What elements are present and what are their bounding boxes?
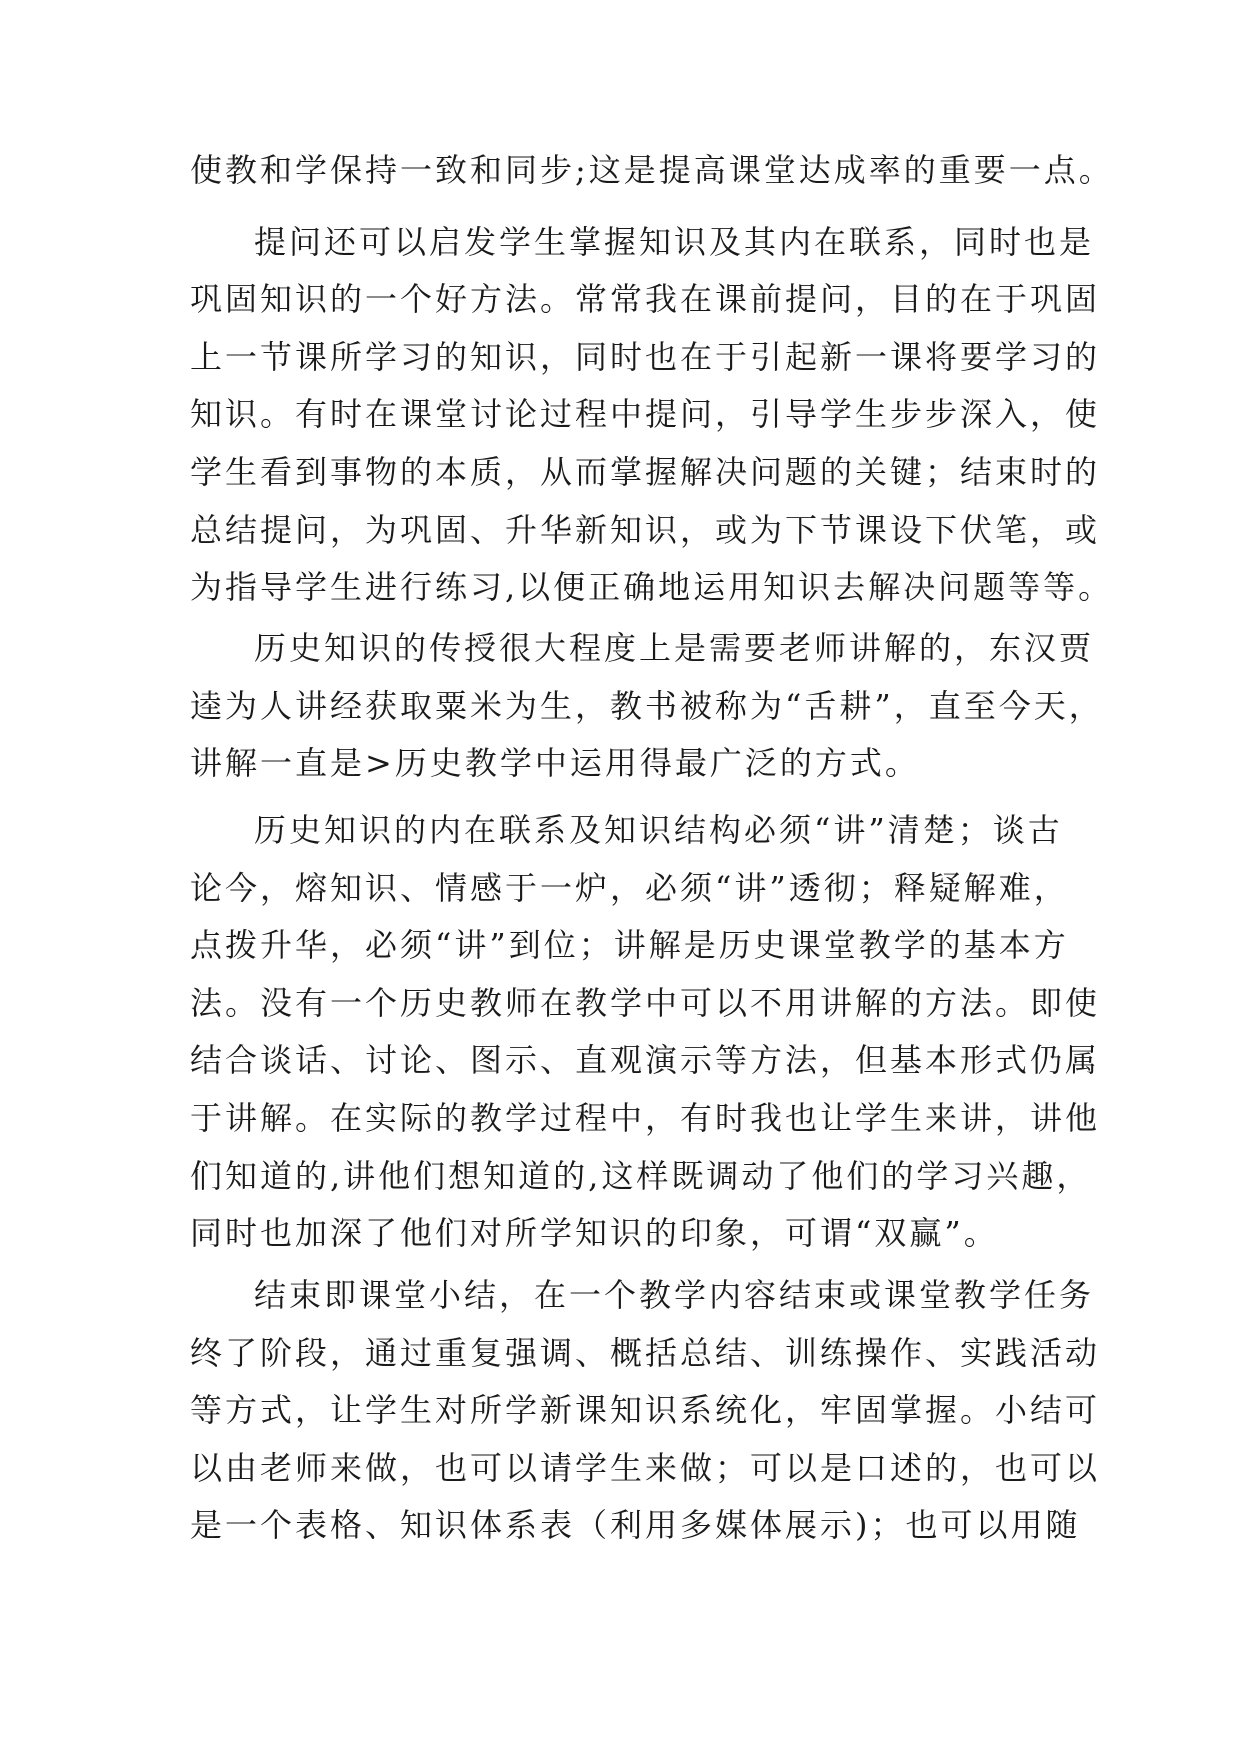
text-line: 历史知识的传授很大程度上是需要老师讲解的，东汉贾 [254,629,1095,667]
text-line: 结束即课堂小结，在一个教学内容结束或课堂教学任务 [254,1276,1095,1314]
text-line: 结合谈话、讨论、图示、直观演示等方法，但基本形式仍属 [190,1041,1101,1079]
text-line: 们知道的,讲他们想知道的,这样既调动了他们的学习兴趣， [190,1157,1092,1195]
text-line: 论今，熔知识、情感于一炉，必须“讲”透彻；释疑解难， [190,869,1069,907]
text-line: 法。没有一个历史教师在教学中可以不用讲解的方法。即使 [190,984,1101,1022]
text-line: 巩固知识的一个好方法。常常我在课前提问，目的在于巩固 [190,280,1101,318]
text-line: 为指导学生进行练习,以便正确地运用知识去解决问题等等。 [190,568,1114,606]
text-line: 同时也加深了他们对所学知识的印象，可谓“双赢”。 [190,1214,999,1252]
text-line: 提问还可以启发学生掌握知识及其内在联系，同时也是 [254,223,1095,261]
text-line: 点拨升华，必须“讲”到位；讲解是历史课堂教学的基本方 [190,926,1069,964]
text-line: 使教和学保持一致和同步;这是提高课堂达成率的重要一点。 [190,151,1114,189]
text-line: 终了阶段，通过重复强调、概括总结、训练操作、实践活动 [190,1334,1101,1372]
text-line: 历史知识的内在联系及知识结构必须“讲”清楚；谈古 [254,811,1063,849]
text-line: 于讲解。在实际的教学过程中，有时我也让学生来讲，讲他 [190,1099,1101,1137]
text-line: 上一节课所学习的知识，同时也在于引起新一课将要学习的 [190,338,1101,376]
text-line: 总结提问，为巩固、升华新知识，或为下节课设下伏笔，或 [190,511,1101,549]
text-line: 知识。有时在课堂讨论过程中提问，引导学生步步深入，使 [190,395,1101,433]
text-line: 讲解一直是>历史教学中运用得最广泛的方式。 [190,744,920,782]
text-line: 逵为人讲经获取粟米为生，教书被称为“舌耕”，直至今天， [190,687,1104,725]
text-line: 学生看到事物的本质，从而掌握解决问题的关键；结束时的 [190,453,1101,491]
text-line: 以由老师来做，也可以请学生来做；可以是口述的，也可以 [190,1449,1101,1487]
text-line: 是一个表格、知识体系表（利用多媒体展示)；也可以用随 [190,1506,1081,1544]
text-line: 等方式，让学生对所学新课知识系统化，牢固掌握。小结可 [190,1391,1101,1429]
